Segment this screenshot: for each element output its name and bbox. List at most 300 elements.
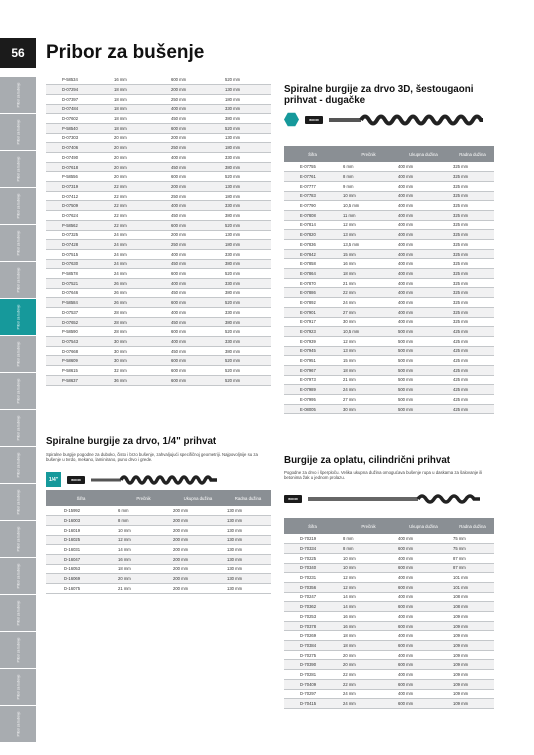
- cell-diameter: 20 mm: [112, 143, 169, 153]
- cell-diameter: 24 mm: [341, 385, 396, 395]
- header-total-length: Ukupna dužina: [171, 490, 225, 506]
- cell-diameter: 21 mm: [341, 375, 396, 385]
- cell-total-length: 200 mm: [171, 545, 225, 555]
- cell-code: D-07484: [46, 104, 112, 114]
- cell-working-length: 109 mm: [451, 660, 494, 670]
- cell-code: D-07521: [46, 278, 112, 288]
- cell-total-length: 200 mm: [171, 574, 225, 584]
- cell-code: D-70269: [284, 631, 341, 641]
- table-row: [284, 307, 494, 317]
- table-row: [284, 220, 494, 230]
- cell-code: D-70297: [284, 689, 341, 699]
- cell-working-length: 108 mm: [451, 602, 494, 612]
- cell-code: D-16031: [46, 545, 116, 555]
- cell-diameter: 22 mm: [112, 220, 169, 230]
- cell-working-length: 330 mm: [223, 278, 271, 288]
- table-row: [46, 375, 271, 385]
- cell-code: D-16053: [46, 564, 116, 574]
- auger-drill-bit-icon: [329, 113, 489, 127]
- cell-working-length: 325 mm: [451, 230, 494, 240]
- formwork-table: [284, 518, 494, 709]
- table-row: [46, 85, 271, 95]
- cell-code: D-70225: [284, 553, 341, 563]
- cell-diameter: 28 mm: [112, 317, 169, 327]
- cell-code: E-07820: [284, 230, 341, 240]
- cell-diameter: 24 mm: [341, 298, 396, 308]
- cell-code: D-16047: [46, 554, 116, 564]
- sidebar-tab-label: Pribor za bušenje: [16, 193, 20, 219]
- table-row: [46, 201, 271, 211]
- cell-diameter: 16 mm: [341, 612, 396, 622]
- cell-code: D-07325: [46, 230, 112, 240]
- cell-working-length: 380 mm: [223, 288, 271, 298]
- cell-working-length: 425 mm: [451, 395, 494, 405]
- sidebar-tab[interactable]: [0, 632, 36, 668]
- sidebar-tab[interactable]: [0, 595, 36, 631]
- cell-total-length: 200 mm: [171, 564, 225, 574]
- cell-diameter: 10,5 mm: [341, 201, 396, 211]
- cell-code: D-07618: [46, 162, 112, 172]
- cell-working-length: 380 mm: [223, 162, 271, 172]
- cell-diameter: 22 mm: [112, 182, 169, 192]
- cell-diameter: 12 mm: [116, 535, 171, 545]
- cell-total-length: 400 mm: [396, 288, 451, 298]
- cell-code: D-70253: [284, 612, 341, 622]
- cell-working-length: 330 mm: [223, 308, 271, 318]
- table-row: [46, 230, 271, 240]
- table-row: [46, 554, 271, 564]
- cell-total-length: 400 mm: [396, 689, 451, 699]
- cell-diameter: 28 mm: [112, 327, 169, 337]
- cell-working-length: 325 mm: [451, 317, 494, 327]
- cell-working-length: 380 mm: [223, 259, 271, 269]
- cell-working-length: 130 mm: [225, 535, 271, 545]
- table-row: [284, 670, 494, 680]
- cell-total-length: 200 mm: [171, 506, 225, 516]
- cell-total-length: 450 mm: [169, 211, 223, 221]
- cell-diameter: 16 mm: [341, 621, 396, 631]
- cell-working-length: 330 mm: [223, 201, 271, 211]
- table-row: [284, 592, 494, 602]
- cell-total-length: 200 mm: [169, 230, 223, 240]
- cell-diameter: 20 mm: [116, 574, 171, 584]
- cell-working-length: 130 mm: [225, 525, 271, 535]
- cell-code: D-70334: [284, 544, 341, 554]
- cell-diameter: 22 mm: [341, 679, 396, 689]
- cell-diameter: 10 mm: [341, 191, 396, 201]
- cell-working-length: 109 mm: [451, 679, 494, 689]
- sidebar-tab[interactable]: [0, 484, 36, 520]
- cell-total-length: 200 mm: [171, 525, 225, 535]
- cell-code: D-70378: [284, 621, 341, 631]
- cell-working-length: 109 mm: [451, 641, 494, 651]
- cell-working-length: 325 mm: [451, 191, 494, 201]
- cell-code: D-07668: [46, 346, 112, 356]
- cell-total-length: 400 mm: [169, 153, 223, 163]
- cell-working-length: 325 mm: [451, 288, 494, 298]
- cell-working-length: 109 mm: [451, 650, 494, 660]
- table-row: [46, 584, 271, 594]
- cell-diameter: 18 mm: [112, 123, 169, 133]
- table-row: [284, 249, 494, 259]
- table-row: [284, 395, 494, 405]
- cell-working-length: 130 mm: [223, 182, 271, 192]
- sidebar-tab[interactable]: [0, 299, 36, 335]
- cell-total-length: 600 mm: [169, 366, 223, 376]
- sidebar-tab[interactable]: [0, 447, 36, 483]
- cell-total-length: 450 mm: [169, 346, 223, 356]
- cell-total-length: 600 mm: [396, 582, 451, 592]
- cell-working-length: 325 mm: [451, 162, 494, 172]
- sidebar-tab[interactable]: [0, 558, 36, 594]
- cell-code: D-16003: [46, 516, 116, 526]
- sidebar-tab[interactable]: [0, 77, 36, 113]
- sidebar-tab[interactable]: [0, 151, 36, 187]
- cell-working-length: 180 mm: [223, 240, 271, 250]
- table-row: [284, 172, 494, 182]
- cell-total-length: 200 mm: [169, 133, 223, 143]
- cell-total-length: 400 mm: [169, 249, 223, 259]
- cell-code: P-58578: [46, 269, 112, 279]
- cell-working-length: 520 mm: [223, 172, 271, 182]
- cell-working-length: 130 mm: [225, 564, 271, 574]
- cell-working-length: 101 mm: [451, 582, 494, 592]
- cell-total-length: 600 mm: [169, 375, 223, 385]
- cell-diameter: 18 mm: [341, 365, 396, 375]
- cell-code: D-15992: [46, 506, 116, 516]
- cell-total-length: 400 mm: [396, 172, 451, 182]
- cell-total-length: 500 mm: [396, 365, 451, 375]
- table-row: [46, 133, 271, 143]
- cell-code: E-07814: [284, 220, 341, 230]
- sidebar-tab-label: Pribor za bušenje: [16, 119, 20, 145]
- cell-total-length: 600 mm: [396, 679, 451, 689]
- cell-working-length: 380 mm: [223, 346, 271, 356]
- sidebar-tab-label: Pribor za bušenje: [16, 156, 20, 182]
- sidebar-tab-label: Pribor za bušenje: [16, 378, 20, 404]
- sidebar-tab[interactable]: [0, 706, 36, 742]
- 3d-hex-table: [284, 146, 494, 414]
- cell-diameter: 13,5 mm: [341, 240, 396, 250]
- cell-diameter: 26 mm: [112, 278, 169, 288]
- cell-total-length: 250 mm: [169, 191, 223, 201]
- table-row: [284, 191, 494, 201]
- cell-total-length: 250 mm: [169, 94, 223, 104]
- cell-code: E-07917: [284, 317, 341, 327]
- sidebar-tab[interactable]: [0, 336, 36, 372]
- cell-total-length: 200 mm: [171, 584, 225, 594]
- cell-total-length: 400 mm: [396, 317, 451, 327]
- cell-code: E-07842: [284, 249, 341, 259]
- cell-working-length: 330 mm: [223, 337, 271, 347]
- cell-diameter: 6 mm: [116, 506, 171, 516]
- cell-total-length: 450 mm: [169, 114, 223, 124]
- spiral-drill-bit-icon: [91, 474, 221, 486]
- cell-code: D-70356: [284, 582, 341, 592]
- cell-code: D-07515: [46, 249, 112, 259]
- cell-code: E-07995: [284, 395, 341, 405]
- cell-total-length: 400 mm: [396, 259, 451, 269]
- cell-code: E-07901: [284, 307, 341, 317]
- table-row: [284, 679, 494, 689]
- table-row: [284, 269, 494, 279]
- cell-code: E-07892: [284, 298, 341, 308]
- cell-code: D-70415: [284, 699, 341, 709]
- cell-diameter: 22 mm: [112, 211, 169, 221]
- cell-diameter: 30 mm: [112, 337, 169, 347]
- cell-diameter: 13 mm: [341, 230, 396, 240]
- table-row: [46, 249, 271, 259]
- cell-code: E-07790: [284, 201, 341, 211]
- table-row: [46, 525, 271, 535]
- cell-diameter: 24 mm: [112, 269, 169, 279]
- section-title-quarter-inch: Spiralne burgije za drvo, 1/4" prihvat: [46, 436, 217, 447]
- cell-total-length: 400 mm: [396, 210, 451, 220]
- cell-code: E-07755: [284, 162, 341, 172]
- sidebar-tab-label: Pribor za bušenje: [16, 82, 20, 108]
- cell-diameter: 26 mm: [112, 288, 169, 298]
- cell-working-length: 101 mm: [451, 573, 494, 583]
- table-row: [284, 375, 494, 385]
- table-row: [284, 298, 494, 308]
- table-row: [284, 346, 494, 356]
- header-total-length: Ukupna dužina: [396, 146, 451, 162]
- cell-working-length: 520 mm: [223, 123, 271, 133]
- cell-working-length: 325 mm: [451, 220, 494, 230]
- cell-code: E-07886: [284, 288, 341, 298]
- cell-total-length: 400 mm: [396, 592, 451, 602]
- cell-working-length: 325 mm: [451, 210, 494, 220]
- cell-working-length: 325 mm: [451, 307, 494, 317]
- cell-diameter: 18 mm: [341, 641, 396, 651]
- cell-total-length: 200 mm: [171, 516, 225, 526]
- cell-total-length: 250 mm: [169, 143, 223, 153]
- cell-code: D-70340: [284, 563, 341, 573]
- cell-diameter: 16 mm: [112, 75, 169, 85]
- sidebar-tab[interactable]: [0, 373, 36, 409]
- top-table: [46, 75, 271, 386]
- cell-working-length: 75 mm: [451, 544, 494, 554]
- sidebar-tab-label: Pribor za bušenje: [16, 267, 20, 293]
- cell-code: E-07761: [284, 172, 341, 182]
- table-row: [46, 278, 271, 288]
- table-row: [284, 544, 494, 554]
- table-row: [284, 553, 494, 563]
- table-row: [284, 317, 494, 327]
- header-code: Šifra: [284, 146, 341, 162]
- quarter-inch-shank-icon: 1/4": [46, 472, 61, 487]
- sidebar-tab-label: Pribor za bušenje: [16, 600, 20, 626]
- cell-diameter: 22 mm: [112, 201, 169, 211]
- cell-diameter: 24 mm: [112, 259, 169, 269]
- cell-working-length: 380 mm: [223, 317, 271, 327]
- table-row: [284, 582, 494, 592]
- cell-diameter: 6 mm: [341, 162, 396, 172]
- cell-total-length: 400 mm: [396, 240, 451, 250]
- cell-code: D-16025: [46, 535, 116, 545]
- cell-diameter: 20 mm: [112, 172, 169, 182]
- table-row: [284, 563, 494, 573]
- cell-working-length: 330 mm: [223, 249, 271, 259]
- table-row: [284, 385, 494, 395]
- header-working-length: Radna dužina: [451, 146, 494, 162]
- table-row: [46, 317, 271, 327]
- header-diameter: Prečnik: [116, 490, 171, 506]
- cell-total-length: 400 mm: [396, 201, 451, 211]
- cell-working-length: 520 mm: [223, 269, 271, 279]
- cell-working-length: 425 mm: [451, 336, 494, 346]
- cell-diameter: 12 mm: [341, 336, 396, 346]
- cell-total-length: 400 mm: [396, 650, 451, 660]
- cell-code: D-07406: [46, 143, 112, 153]
- table-row: [46, 545, 271, 555]
- cell-diameter: 30 mm: [112, 346, 169, 356]
- sidebar-tab[interactable]: [0, 114, 36, 150]
- table-row: [46, 94, 271, 104]
- cell-diameter: 20 mm: [341, 650, 396, 660]
- wood-material-icon: WOOD: [284, 495, 302, 503]
- cell-diameter: 12 mm: [341, 220, 396, 230]
- cell-diameter: 11 mm: [341, 210, 396, 220]
- cell-total-length: 500 mm: [396, 385, 451, 395]
- cell-code: D-07509: [46, 201, 112, 211]
- quarter-inch-table: [46, 490, 271, 594]
- cell-code: D-70384: [284, 641, 341, 651]
- cell-total-length: 400 mm: [396, 298, 451, 308]
- cell-diameter: 28 mm: [112, 308, 169, 318]
- cell-working-length: 130 mm: [225, 554, 271, 564]
- cell-working-length: 520 mm: [223, 375, 271, 385]
- cell-working-length: 109 mm: [451, 699, 494, 709]
- table-row: [284, 621, 494, 631]
- cell-total-length: 600 mm: [169, 327, 223, 337]
- cell-diameter: 30 mm: [341, 404, 396, 414]
- cell-working-length: 130 mm: [223, 85, 271, 95]
- cell-working-length: 130 mm: [225, 545, 271, 555]
- cell-code: E-07783: [284, 191, 341, 201]
- cell-total-length: 200 mm: [171, 535, 225, 545]
- cell-total-length: 200 mm: [169, 182, 223, 192]
- sidebar-tab[interactable]: [0, 188, 36, 224]
- section-description-formwork: Pogodne za drvo i šperploču. Velika ukupna dužina omogućava bušenje rupa u daskama za šalovanje ili betonima žak u jednom prolazu.: [284, 470, 483, 481]
- cell-total-length: 400 mm: [169, 308, 223, 318]
- table-row: [46, 172, 271, 182]
- cell-working-length: 109 mm: [451, 670, 494, 680]
- cell-working-length: 130 mm: [223, 230, 271, 240]
- cell-diameter: 12 mm: [341, 573, 396, 583]
- header-total-length: Ukupna dužina: [396, 518, 451, 534]
- table-row: [46, 288, 271, 298]
- sidebar-tab[interactable]: [0, 225, 36, 261]
- table-row: [284, 327, 494, 337]
- sidebar-tab[interactable]: [0, 669, 36, 705]
- sidebar-tab[interactable]: [0, 521, 36, 557]
- cell-code: D-07652: [46, 317, 112, 327]
- sidebar-tab-label: Pribor za bušenje: [16, 341, 20, 367]
- table-row: [284, 699, 494, 709]
- table-row: [46, 564, 271, 574]
- cell-total-length: 600 mm: [396, 544, 451, 554]
- cell-working-length: 325 mm: [451, 269, 494, 279]
- cell-code: D-07294: [46, 85, 112, 95]
- table-row: [284, 162, 494, 172]
- table-row: [46, 535, 271, 545]
- sidebar-tab-label: Pribor za bušenje: [16, 489, 20, 515]
- table-row: [284, 602, 494, 612]
- cell-total-length: 400 mm: [169, 201, 223, 211]
- cell-working-length: 330 mm: [223, 153, 271, 163]
- cell-total-length: 400 mm: [396, 612, 451, 622]
- table-row: [46, 191, 271, 201]
- cell-code: E-07808: [284, 210, 341, 220]
- cell-working-length: 87 mm: [451, 563, 494, 573]
- cell-diameter: 18 mm: [112, 114, 169, 124]
- cell-diameter: 18 mm: [116, 564, 171, 574]
- cell-total-length: 400 mm: [396, 307, 451, 317]
- cell-code: D-16019: [46, 525, 116, 535]
- cell-working-length: 325 mm: [451, 249, 494, 259]
- cell-working-length: 425 mm: [451, 385, 494, 395]
- cell-code: E-07973: [284, 375, 341, 385]
- cell-working-length: 130 mm: [225, 584, 271, 594]
- cell-diameter: 20 mm: [112, 153, 169, 163]
- cell-code: E-07951: [284, 356, 341, 366]
- table-row: [46, 104, 271, 114]
- cell-code: E-07939: [284, 336, 341, 346]
- cell-code: D-07537: [46, 308, 112, 318]
- cell-code: D-07543: [46, 337, 112, 347]
- table-row: [46, 123, 271, 133]
- cell-diameter: 14 mm: [341, 592, 396, 602]
- cell-total-length: 400 mm: [396, 249, 451, 259]
- cell-code: D-07428: [46, 240, 112, 250]
- sidebar-tab[interactable]: [0, 262, 36, 298]
- cell-working-length: 109 mm: [451, 621, 494, 631]
- table-row: [284, 336, 494, 346]
- cell-code: P-58556: [46, 172, 112, 182]
- cell-working-length: 425 mm: [451, 404, 494, 414]
- sidebar-tab[interactable]: [0, 410, 36, 446]
- cell-working-length: 130 mm: [225, 574, 271, 584]
- table-row: [46, 366, 271, 376]
- table-row: [284, 573, 494, 583]
- cell-code: D-07624: [46, 211, 112, 221]
- cell-code: E-07836: [284, 240, 341, 250]
- cell-total-length: 500 mm: [396, 395, 451, 405]
- sidebar-tab-label: Pribor za bušenje: [16, 415, 20, 441]
- table-row: [284, 365, 494, 375]
- cell-working-length: 520 mm: [223, 75, 271, 85]
- cell-total-length: 450 mm: [169, 288, 223, 298]
- cell-diameter: 8 mm: [341, 544, 396, 554]
- quarter-inch-product-image: [46, 472, 221, 487]
- cell-total-length: 400 mm: [169, 104, 223, 114]
- cell-working-length: 75 mm: [451, 534, 494, 544]
- sidebar-tab-label: Pribor za bušenje: [16, 711, 20, 737]
- cell-diameter: 22 mm: [112, 191, 169, 201]
- cell-total-length: 400 mm: [396, 269, 451, 279]
- cell-code: P-58609: [46, 356, 112, 366]
- table-row: [46, 337, 271, 347]
- sidebar-tab-label: Pribor za bušenje: [16, 452, 20, 478]
- cell-diameter: 21 mm: [341, 278, 396, 288]
- cell-code: E-07945: [284, 346, 341, 356]
- cell-code: P-58584: [46, 298, 112, 308]
- cell-total-length: 500 mm: [396, 327, 451, 337]
- table-row: [284, 356, 494, 366]
- cell-code: P-58562: [46, 220, 112, 230]
- table-row: [46, 327, 271, 337]
